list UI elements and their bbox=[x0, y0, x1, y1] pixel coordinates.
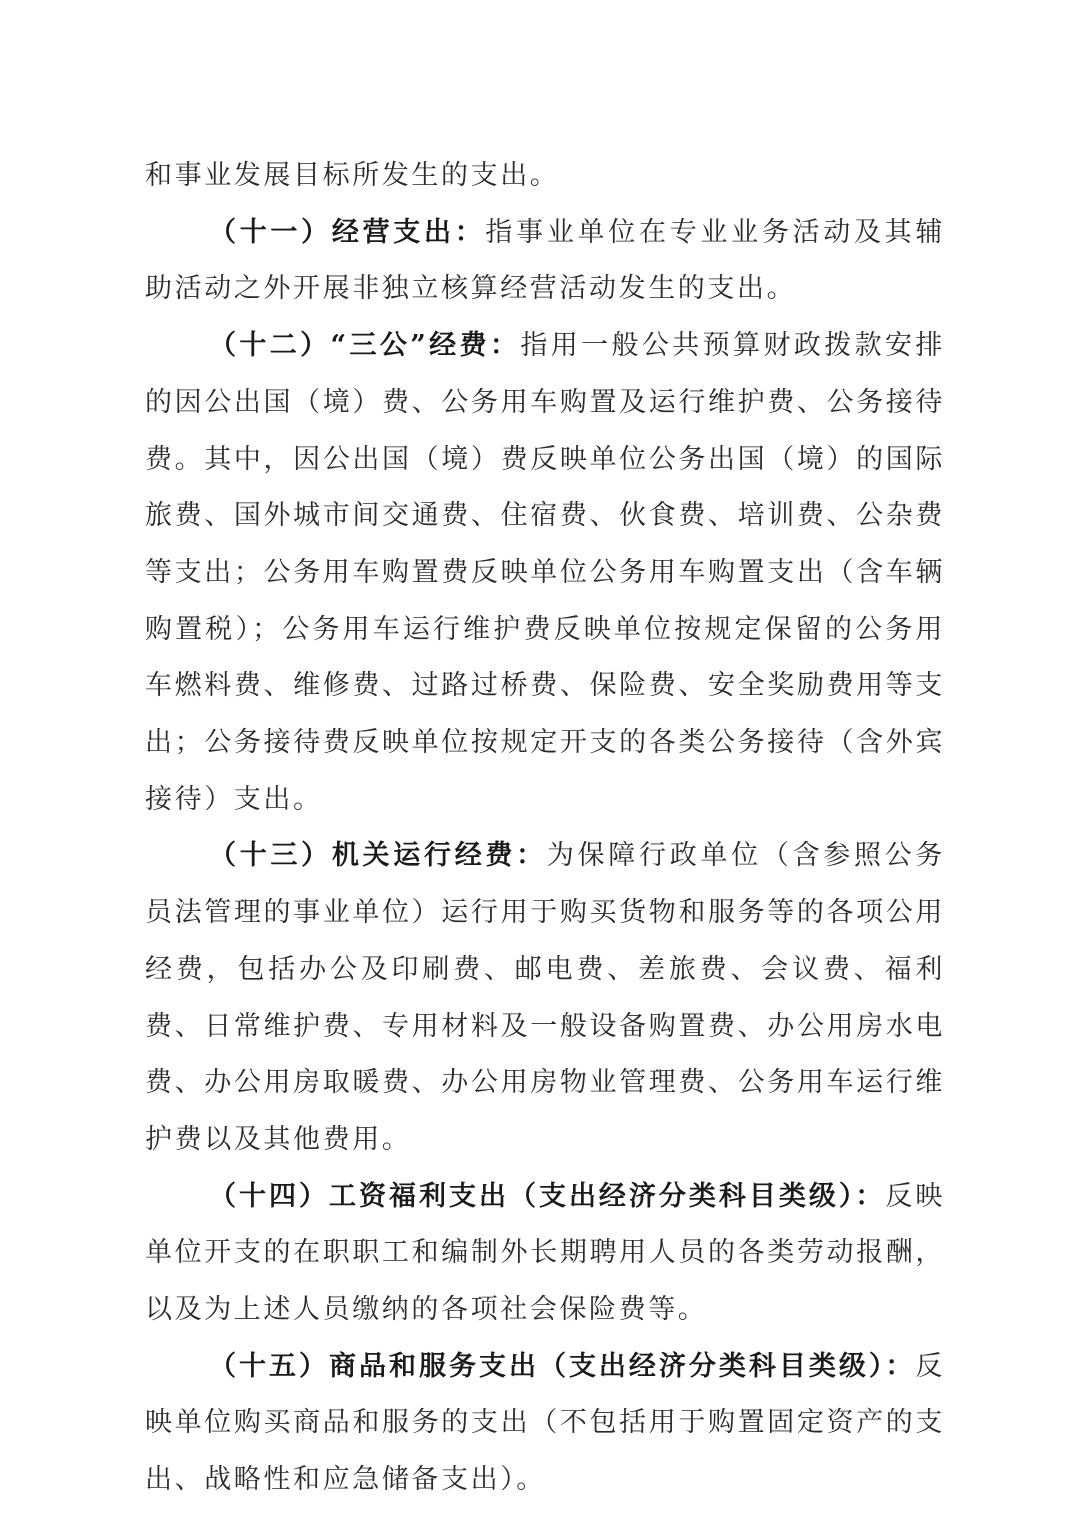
paragraph-body: 反映单位开支的在职职工和编制外长期聘用人员的各类劳动报酬，以及为上述人员缴纳的各项社会保险费等。 bbox=[145, 1180, 945, 1326]
paragraph-body: 指用一般公共预算财政拨款安排的因公出国（境）费、公务用车购置及运行维护费、公务接待费。其中，因公出国（境）费反映单位公务出国（境）的国际旅费、国外城市间交通费、住宿费、伙食费、培训费、公杂费等支出；公务用车购置费反映单位公务用车购置支出（含车辆购置税）；公务用车运行维护费反映单位按规定保留的公务用车燃料费、维修费、过路过桥费、保险费、安全奖励费用等支出；公务接待费反映单位按规定开支的各类公务接待（含外宾接待）支出。 bbox=[145, 330, 945, 815]
paragraph-agency-operating-funds bbox=[145, 828, 945, 1168]
paragraph-operating-expenditure bbox=[145, 205, 945, 318]
paragraph-three-public-expenses bbox=[145, 318, 945, 828]
paragraph-heading: （十三）机关运行经费： bbox=[209, 840, 547, 872]
paragraph-body: 反映单位购买商品和服务的支出（不包括用于购置固定资产的支出、战略性和应急储备支出）。 bbox=[145, 1350, 945, 1496]
paragraph-heading: （十二）“三公”经费： bbox=[209, 330, 521, 362]
paragraph-wages-welfare bbox=[145, 1169, 945, 1339]
paragraph-body: 指事业单位在专业业务活动及其辅助活动之外开展非独立核算经营活动发生的支出。 bbox=[145, 216, 945, 305]
paragraph-body: 和事业发展目标所发生的支出。 bbox=[145, 160, 560, 191]
paragraph-body: 为保障行政单位（含参照公务员法管理的事业单位）运行用于购买货物和服务等的各项公用经费，包括办公及印刷费、邮电费、差旅费、会议费、福利费、日常维护费、专用材料及一般设备购置费、办公用房水电费、办公用房取暖费、办公用房物业管理费、公务用车运行维护费以及其他费用。 bbox=[145, 840, 945, 1155]
paragraph-heading: （十一）经营支出： bbox=[209, 216, 486, 248]
paragraph-goods-services bbox=[145, 1339, 945, 1509]
paragraph-heading: （十五）商品和服务支出（支出经济分类科目类级）： bbox=[209, 1350, 916, 1382]
paragraph-continuation bbox=[145, 148, 945, 205]
document-page bbox=[145, 148, 945, 1509]
paragraph-heading: （十四）工资福利支出（支出经济分类科目类级）： bbox=[209, 1180, 886, 1212]
